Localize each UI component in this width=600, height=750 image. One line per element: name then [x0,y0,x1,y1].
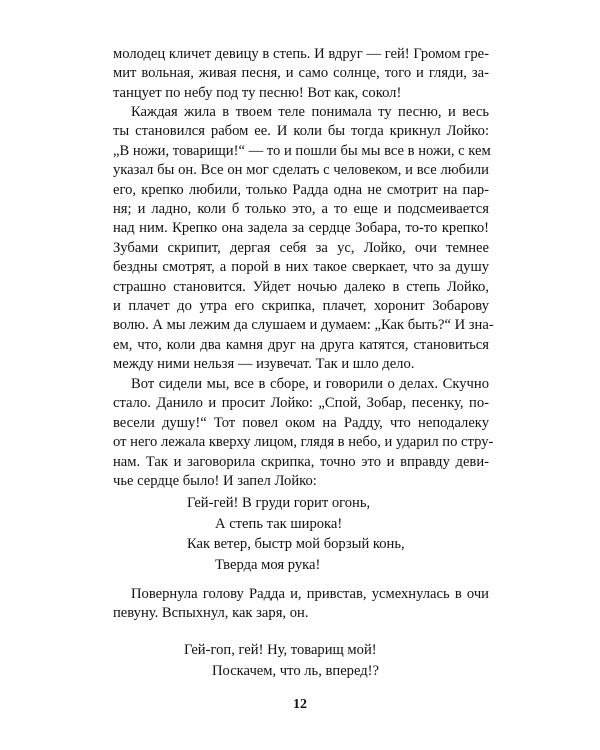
page-number: 12 [293,697,307,712]
text-line: „В ножи, товарищи!“ — то и пошли бы мы все в ножи, с кем [113,142,491,159]
text-line: его, крепко любили, только Радда одна не смотрит на пар- [113,181,489,198]
text-line: Каждая жила в твоем теле понимала ту песню, и весь [131,104,489,120]
text-line: чье сердце было! И запел Лойко: [113,473,317,490]
text-line: и плачет до утра его скрипка, плачет, хоронит Зобарову [113,298,489,315]
text-line: Повернула голову Радда и, привстав, усмехнулась в очи [131,586,489,602]
text-line: ем, что, коли два камня друг на друга катятся, становиться [113,336,489,353]
text-line: танцует по небу под ту песню! Вот как, сокол! [113,84,402,101]
paragraph-2 [113,103,494,375]
verse-line: Поскачем, что ль, вперед!? [212,662,380,679]
text-line: певуну. Вспыхнул, как заря, он. [113,605,309,622]
text-line: указал бы он. Все он мог сделать с человеком, и все любили [113,162,489,179]
verse-1 [187,493,405,575]
text-line: мит вольная, живая песня, и само солнце, того и гляди, за- [113,65,489,82]
text-line: над ним. Крепко она задела за сердце Зобара, то-то крепко! [113,220,489,237]
paragraph-1 [113,45,489,103]
text-line: ты становился рабом ее. И коли бы тогда крикнул Лойко: [113,123,489,140]
text-line: от него лежала кверху лицом, глядя в небо, и ударил по стру- [113,434,494,451]
text-line: стало. Данило и просит Лойко: „Спой, Зобар, песенку, по- [113,395,489,412]
text-line: страшно становится. Уйдет ночью далеко в степь Лойко, [113,278,489,295]
verse-line: А степь так широка! [215,515,343,532]
verse-line: Гей-гей! В груди горит огонь, [187,495,371,511]
paragraph-4 [113,585,489,624]
text-line: волю. А мы лежим да слушаем и думаем: „Как быть?“ И зна- [113,317,494,334]
verse-2 [184,640,379,681]
text-line: нам. Так и заговорила скрипка, точно это и вправду деви- [113,453,489,470]
text-line: Вот сидели мы, все в сборе, и говорили о делах. Скучно [131,376,489,392]
verse-line: Гей-гоп, гей! Ну, товарищ мой! [184,642,377,658]
text-line: весели душу!“ Тот повел оком на Радду, что неподалеку [113,414,489,431]
text-line: Зубами скрипит, дергая себя за ус, Лойко, очи темнее [113,239,489,256]
text-line: ня; и ладно, коли б только это, а то еще и подсмеивается [113,201,489,218]
verse-line: Как ветер, быстр мой борзый конь, [187,536,405,552]
text-line: бездны смотрят, а порой в них такое сверкает, что за душу [113,259,489,276]
text-line: молодец кличет девицу в степь. И вдруг — гей! Громом гре- [113,46,489,62]
text-line: между ними нельзя — изувечат. Так и шло дело. [113,356,415,373]
verse-line: Тверда моя рука! [215,556,321,573]
paragraph-3 [113,375,494,491]
